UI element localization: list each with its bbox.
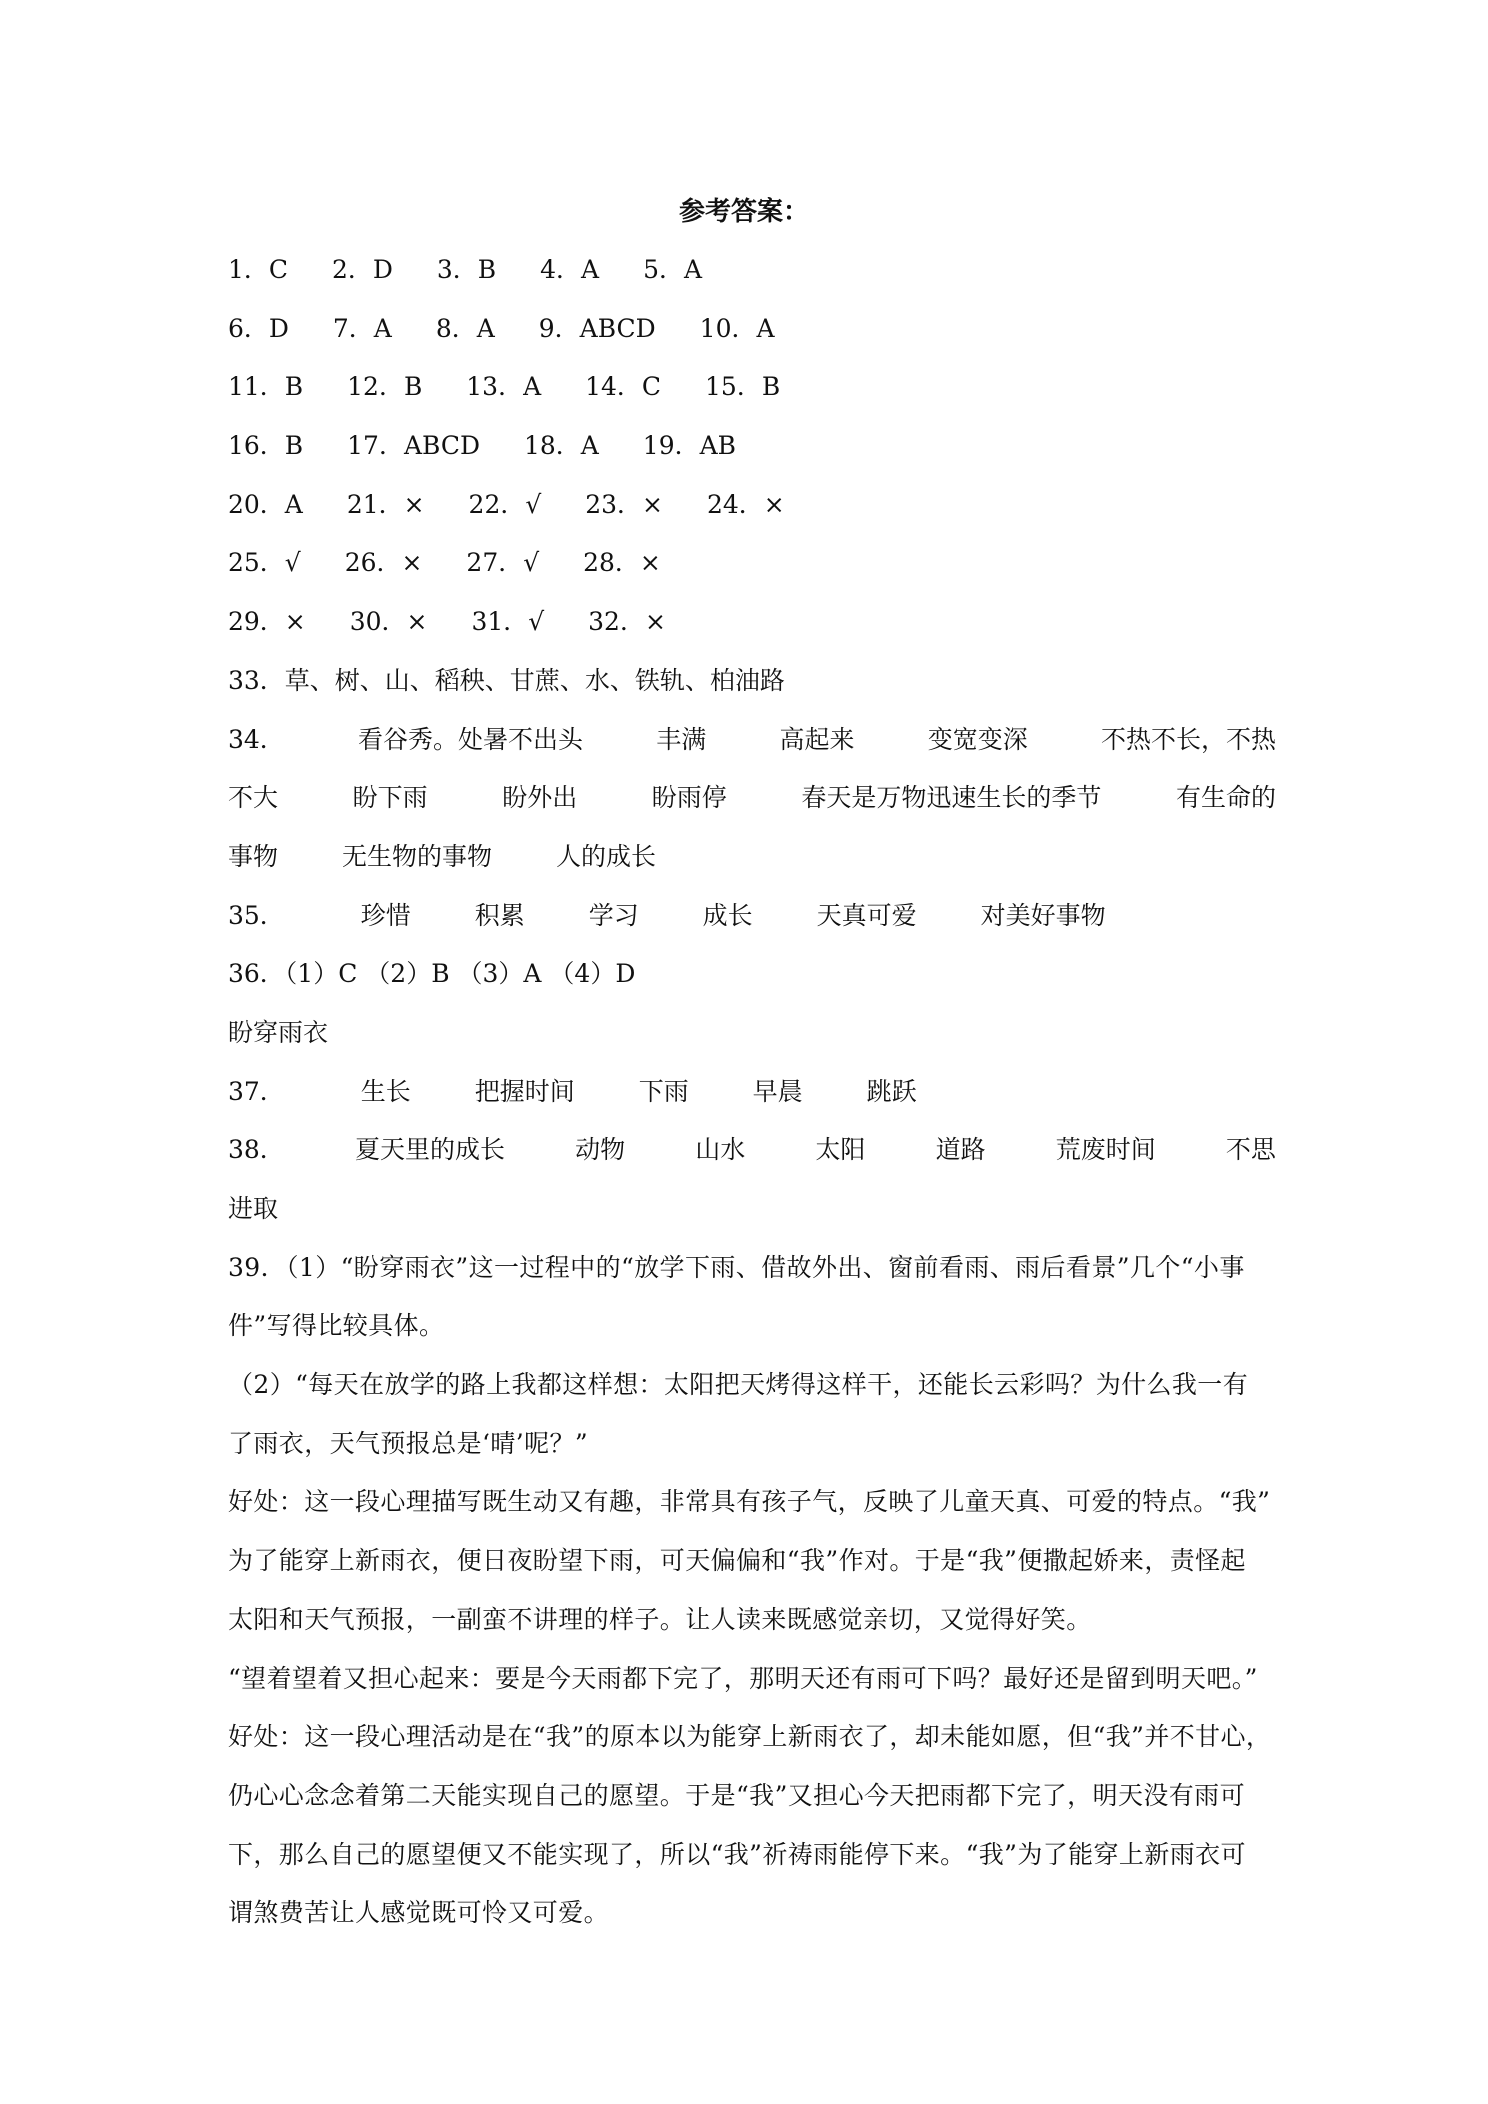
answer-item: 4．A [540,255,600,284]
answer-39-line-7: 太阳和天气预报，一副蛮不讲理的样子。让人读来既感觉亲切，又觉得好笑。 [228,1604,1092,1634]
answer-row-1 [228,250,1276,309]
answer-item: 14．C [585,372,662,402]
answer-item: 25．√ [228,548,301,578]
answer-cell: 动物 [575,1135,626,1165]
answer-item: 21．× [346,489,425,519]
answer-cell: 事物 [228,841,279,871]
answer-cell: 早晨 [752,1076,803,1106]
answer-cell: 积累 [474,900,525,930]
answer-38-line-2: 进取 [228,1194,279,1223]
page-title: 参考答案： [678,197,809,227]
answer-36-extra: 盼穿雨衣 [228,1017,329,1047]
answer-cell: 不思 [1225,1135,1276,1165]
answer-36: 36．（1）C （2）B （3）A （4）D [228,959,636,989]
answer-39-line-8: “望着望着又担心起来：要是今天雨都下完了，那明天还有雨可下吗？最好还是留到明天吧。” [228,1663,1258,1693]
answer-38-line-1 [228,1130,1276,1189]
answer-cell: 34． [228,724,285,754]
answer-cell: 太阳 [815,1135,866,1165]
answer-cell: 对美好事物 [980,900,1106,930]
answer-item: 1．C [228,255,289,284]
answer-item: 27．√ [466,548,540,578]
answer-cell: 丰满 [656,724,707,754]
answer-item: 8．A [435,313,495,343]
answer-content [228,250,1276,1952]
answer-row-2 [228,309,1276,368]
answer-cell: 珍惜 [360,900,411,930]
answer-item: 18．A [523,431,599,461]
answer-item: 28．× [583,548,661,578]
answer-row-4 [228,426,1276,485]
answer-cell: 变宽变深 [927,724,1028,754]
answer-34-line-2 [228,778,1276,837]
answer-cell: 盼雨停 [651,783,727,813]
answer-cell: 38． [228,1135,285,1165]
answer-item: 24．× [706,489,785,519]
answer-item: 16．B [228,431,304,461]
answer-cell: 荒废时间 [1055,1135,1156,1165]
answer-item: 30．× [349,607,428,637]
answer-item: 17．ABCD [347,431,481,461]
answer-39-line-2: 件”写得比较具体。 [228,1311,445,1341]
answer-39-line-9: 好处：这一段心理活动是在“我”的原本以为能穿上新雨衣了，却未能如愿，但“我”并不甘心， [228,1722,1272,1752]
answer-34-line-1 [228,720,1276,779]
answer-item: 9．ABCD [538,313,656,343]
answer-cell: 生长 [360,1076,411,1106]
answer-row-3 [228,367,1276,426]
answer-39-line-12: 谓煞费苦让人感觉既可怜又可爱。 [228,1898,610,1928]
answer-39-line-4: 了雨衣，天气预报总是‘晴’呢？” [228,1428,589,1458]
answer-item: 11．B [228,372,304,402]
answer-cell: 看谷秀。处暑不出头 [358,724,584,754]
answer-39-line-11: 下，那么自己的愿望便又不能实现了，所以“我”祈祷雨能停下来。“我”为了能穿上新雨衣可 [228,1839,1246,1869]
answer-39-line-1: 39．（1）“盼穿雨衣”这一过程中的“放学下雨、借故外出、窗前看雨、雨后看景”几个“小事 [228,1252,1245,1282]
answer-row-5 [228,485,1276,544]
answer-row-7 [228,602,1276,661]
answer-item: 2．D [332,255,393,284]
answer-cell: 不大 [228,783,279,813]
answer-cell: 盼外出 [502,783,578,813]
answer-35 [228,896,1276,955]
answer-cell: 下雨 [638,1076,689,1106]
answer-cell: 跳跃 [866,1076,917,1106]
answer-cell: 把握时间 [474,1076,575,1106]
answer-item: 19．AB [642,431,737,461]
answer-cell: 学习 [588,900,639,930]
answer-39-line-3: （2）“每天在放学的路上我都这样想：太阳把天烤得这样干，还能长云彩吗？为什么我一有 [228,1370,1249,1400]
answer-item: 10．A [699,313,775,343]
answer-cell: 春天是万物迅速生长的季节 [801,783,1102,813]
answer-item: 6．D [228,313,289,343]
answer-item: 26．× [344,548,423,578]
answer-item: 31．√ [471,607,545,637]
answer-row-6 [228,543,1276,602]
answer-cell: 高起来 [779,724,855,754]
answer-item: 32．× [588,607,666,637]
answer-item: 22．√ [468,489,542,519]
answer-cell: 不热不长，不热 [1100,724,1276,754]
answer-item: 5．A [643,255,703,284]
answer-item: 23．× [585,489,664,519]
answer-cell: 37． [228,1076,285,1106]
answer-cell: 无生物的事物 [341,841,492,871]
answer-34-line-3 [228,837,1276,896]
answer-cell: 有生命的 [1175,783,1276,813]
answer-cell: 道路 [935,1135,986,1165]
answer-37 [228,1072,1276,1131]
answer-item: 15．B [705,372,781,402]
answer-39-line-10: 仍心心念念着第二天能实现自己的愿望。于是“我”又担心今天把雨都下完了，明天没有雨可 [228,1780,1245,1810]
answer-item: 3．B [436,255,497,284]
answer-33: 33．草、树、山、稻秧、甘蔗、水、铁轨、柏油路 [228,665,785,695]
answer-cell: 人的成长 [555,841,656,871]
answer-item: 13．A [466,372,542,402]
answer-cell: 成长 [702,900,753,930]
answer-cell: 山水 [695,1135,746,1165]
answer-39-line-5: 好处：这一段心理描写既生动又有趣，非常具有孩子气，反映了儿童天真、可爱的特点。“我” [228,1487,1271,1517]
answer-item: 29．× [228,607,306,637]
answer-item: 12．B [347,372,423,402]
answer-cell: 天真可爱 [816,900,917,930]
answer-item: 20．A [228,489,303,519]
answer-cell: 35． [228,900,285,930]
answer-cell: 夏天里的成长 [354,1135,505,1165]
answer-cell: 盼下雨 [352,783,428,813]
answer-item: 7．A [332,313,392,343]
answer-39-line-6: 为了能穿上新雨衣，便日夜盼望下雨，可天偏偏和“我”作对。于是“我”便撒起娇来，责怪起 [228,1546,1246,1576]
